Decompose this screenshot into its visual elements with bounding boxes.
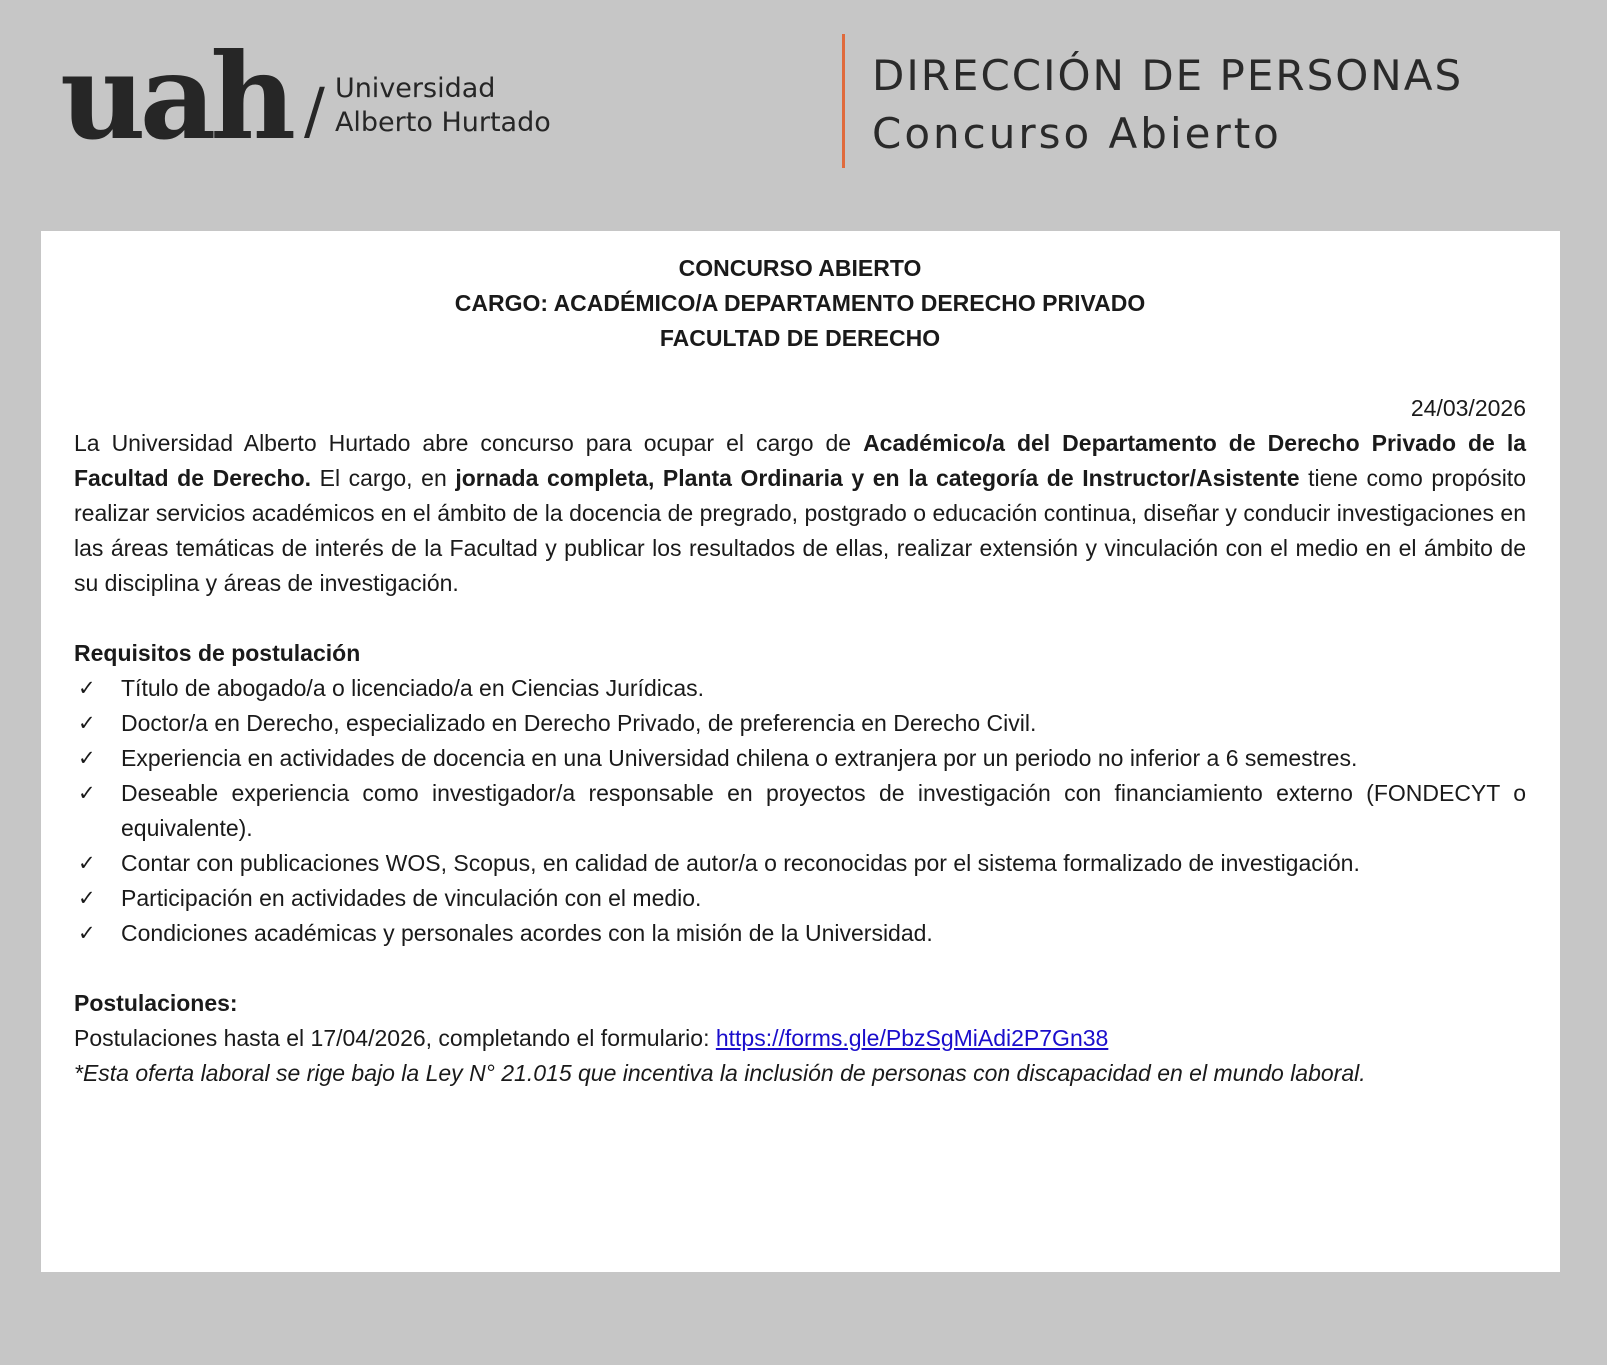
applications-heading: Postulaciones:: [74, 990, 238, 1016]
posting-title-1: CONCURSO ABIERTO: [678, 255, 922, 281]
posting-titles: [74, 251, 1526, 356]
intro-text-2: El cargo, en: [311, 465, 456, 491]
posting-title-3: FACULTAD DE DERECHO: [659, 325, 941, 351]
intro-bold-2: jornada completa, Planta Ordinaria y en la categoría de Instructor/Asistente: [455, 465, 1300, 491]
logo-slash: /: [304, 74, 325, 147]
list-item: [74, 706, 1526, 741]
list-item: [74, 776, 1526, 846]
requirement-text: Deseable experiencia como investigador/a responsable en proyectos de investigación con financiamiento externo (FONDECYT o equivalente).: [121, 780, 1526, 841]
posting-title-2: CARGO: ACADÉMICO/A DEPARTAMENTO DERECHO PRIVADO: [454, 290, 1146, 316]
list-item: [74, 846, 1526, 881]
requirement-text: Contar con publicaciones WOS, Scopus, en calidad de autor/a o reconocidas por el sistema formalizado de investigación.: [121, 850, 1360, 876]
requirement-text: Experiencia en actividades de docencia en una Universidad chilena o extranjera por un periodo no inferior a 6 semestres.: [121, 745, 1358, 771]
department-title: DIRECCIÓN DE PERSONAS: [872, 51, 1464, 100]
applications-text: Postulaciones hasta el 17/04/2026, completando el formulario:: [74, 1025, 716, 1051]
list-item: [74, 881, 1526, 916]
list-item: [74, 671, 1526, 706]
requirement-text: Condiciones académicas y personales acordes con la misión de la Universidad.: [121, 920, 933, 946]
requirements-list: [74, 671, 1526, 951]
header-divider: [842, 34, 845, 168]
uah-logo: [60, 27, 551, 166]
checkmark-icon: ✓: [78, 676, 96, 700]
checkmark-icon: ✓: [78, 851, 96, 875]
logo-text: [335, 72, 551, 140]
job-posting-content: [74, 251, 1526, 1091]
requirement-text: Participación en actividades de vinculación con el medio.: [121, 885, 702, 911]
intro-text-1: La Universidad Alberto Hurtado abre concurso para ocupar el cargo de: [74, 430, 864, 456]
intro-paragraph: [74, 426, 1526, 601]
requirement-text: Doctor/a en Derecho, especializado en Derecho Privado, de preferencia en Derecho Civil.: [121, 710, 1037, 736]
requirement-text: Título de abogado/a o licenciado/a en Ciencias Jurídicas.: [121, 675, 705, 701]
intro-bold-1: Académico/a del Departamento de Derecho Privado de la Facultad de Derecho.: [74, 430, 1526, 491]
logo-line-1: Universidad: [334, 73, 496, 104]
application-form-link[interactable]: https://forms.gle/PbzSgMiAdi2P7Gn38: [715, 1025, 1109, 1051]
department-subtitle: Concurso Abierto: [872, 109, 1282, 158]
inclusion-note: *Esta oferta laboral se rige bajo la Ley N° 21.015 que incentiva la inclusión de personas con discapacidad en el mundo laboral.: [74, 1060, 1366, 1086]
list-item: [74, 741, 1526, 776]
checkmark-icon: ✓: [78, 746, 96, 770]
requirements-heading: Requisitos de postulación: [74, 640, 361, 666]
job-posting-card: [41, 231, 1560, 1272]
checkmark-icon: ✓: [78, 921, 96, 945]
intro-text-3: tiene como propósito realizar servicios académicos en el ámbito de la docencia de pregrado, postgrado o educación continua, diseñar y conducir investigaciones en las áreas temáticas de interés de la Facultad y publicar los resultados de ellas, realizar extensión y vinculación con el medio en el ámbito de su disciplina y áreas de investigación.: [74, 465, 1526, 596]
department-block: [872, 48, 1463, 164]
checkmark-icon: ✓: [78, 711, 96, 735]
applications-paragraph: [74, 1021, 1526, 1056]
logo-mark: uah: [60, 27, 291, 166]
checkmark-icon: ✓: [78, 781, 96, 805]
list-item: [74, 916, 1526, 951]
checkmark-icon: ✓: [78, 886, 96, 910]
logo-line-2: Alberto Hurtado: [334, 107, 551, 138]
page-header: [0, 0, 1607, 230]
posting-date: 24/03/2026: [1410, 395, 1526, 421]
